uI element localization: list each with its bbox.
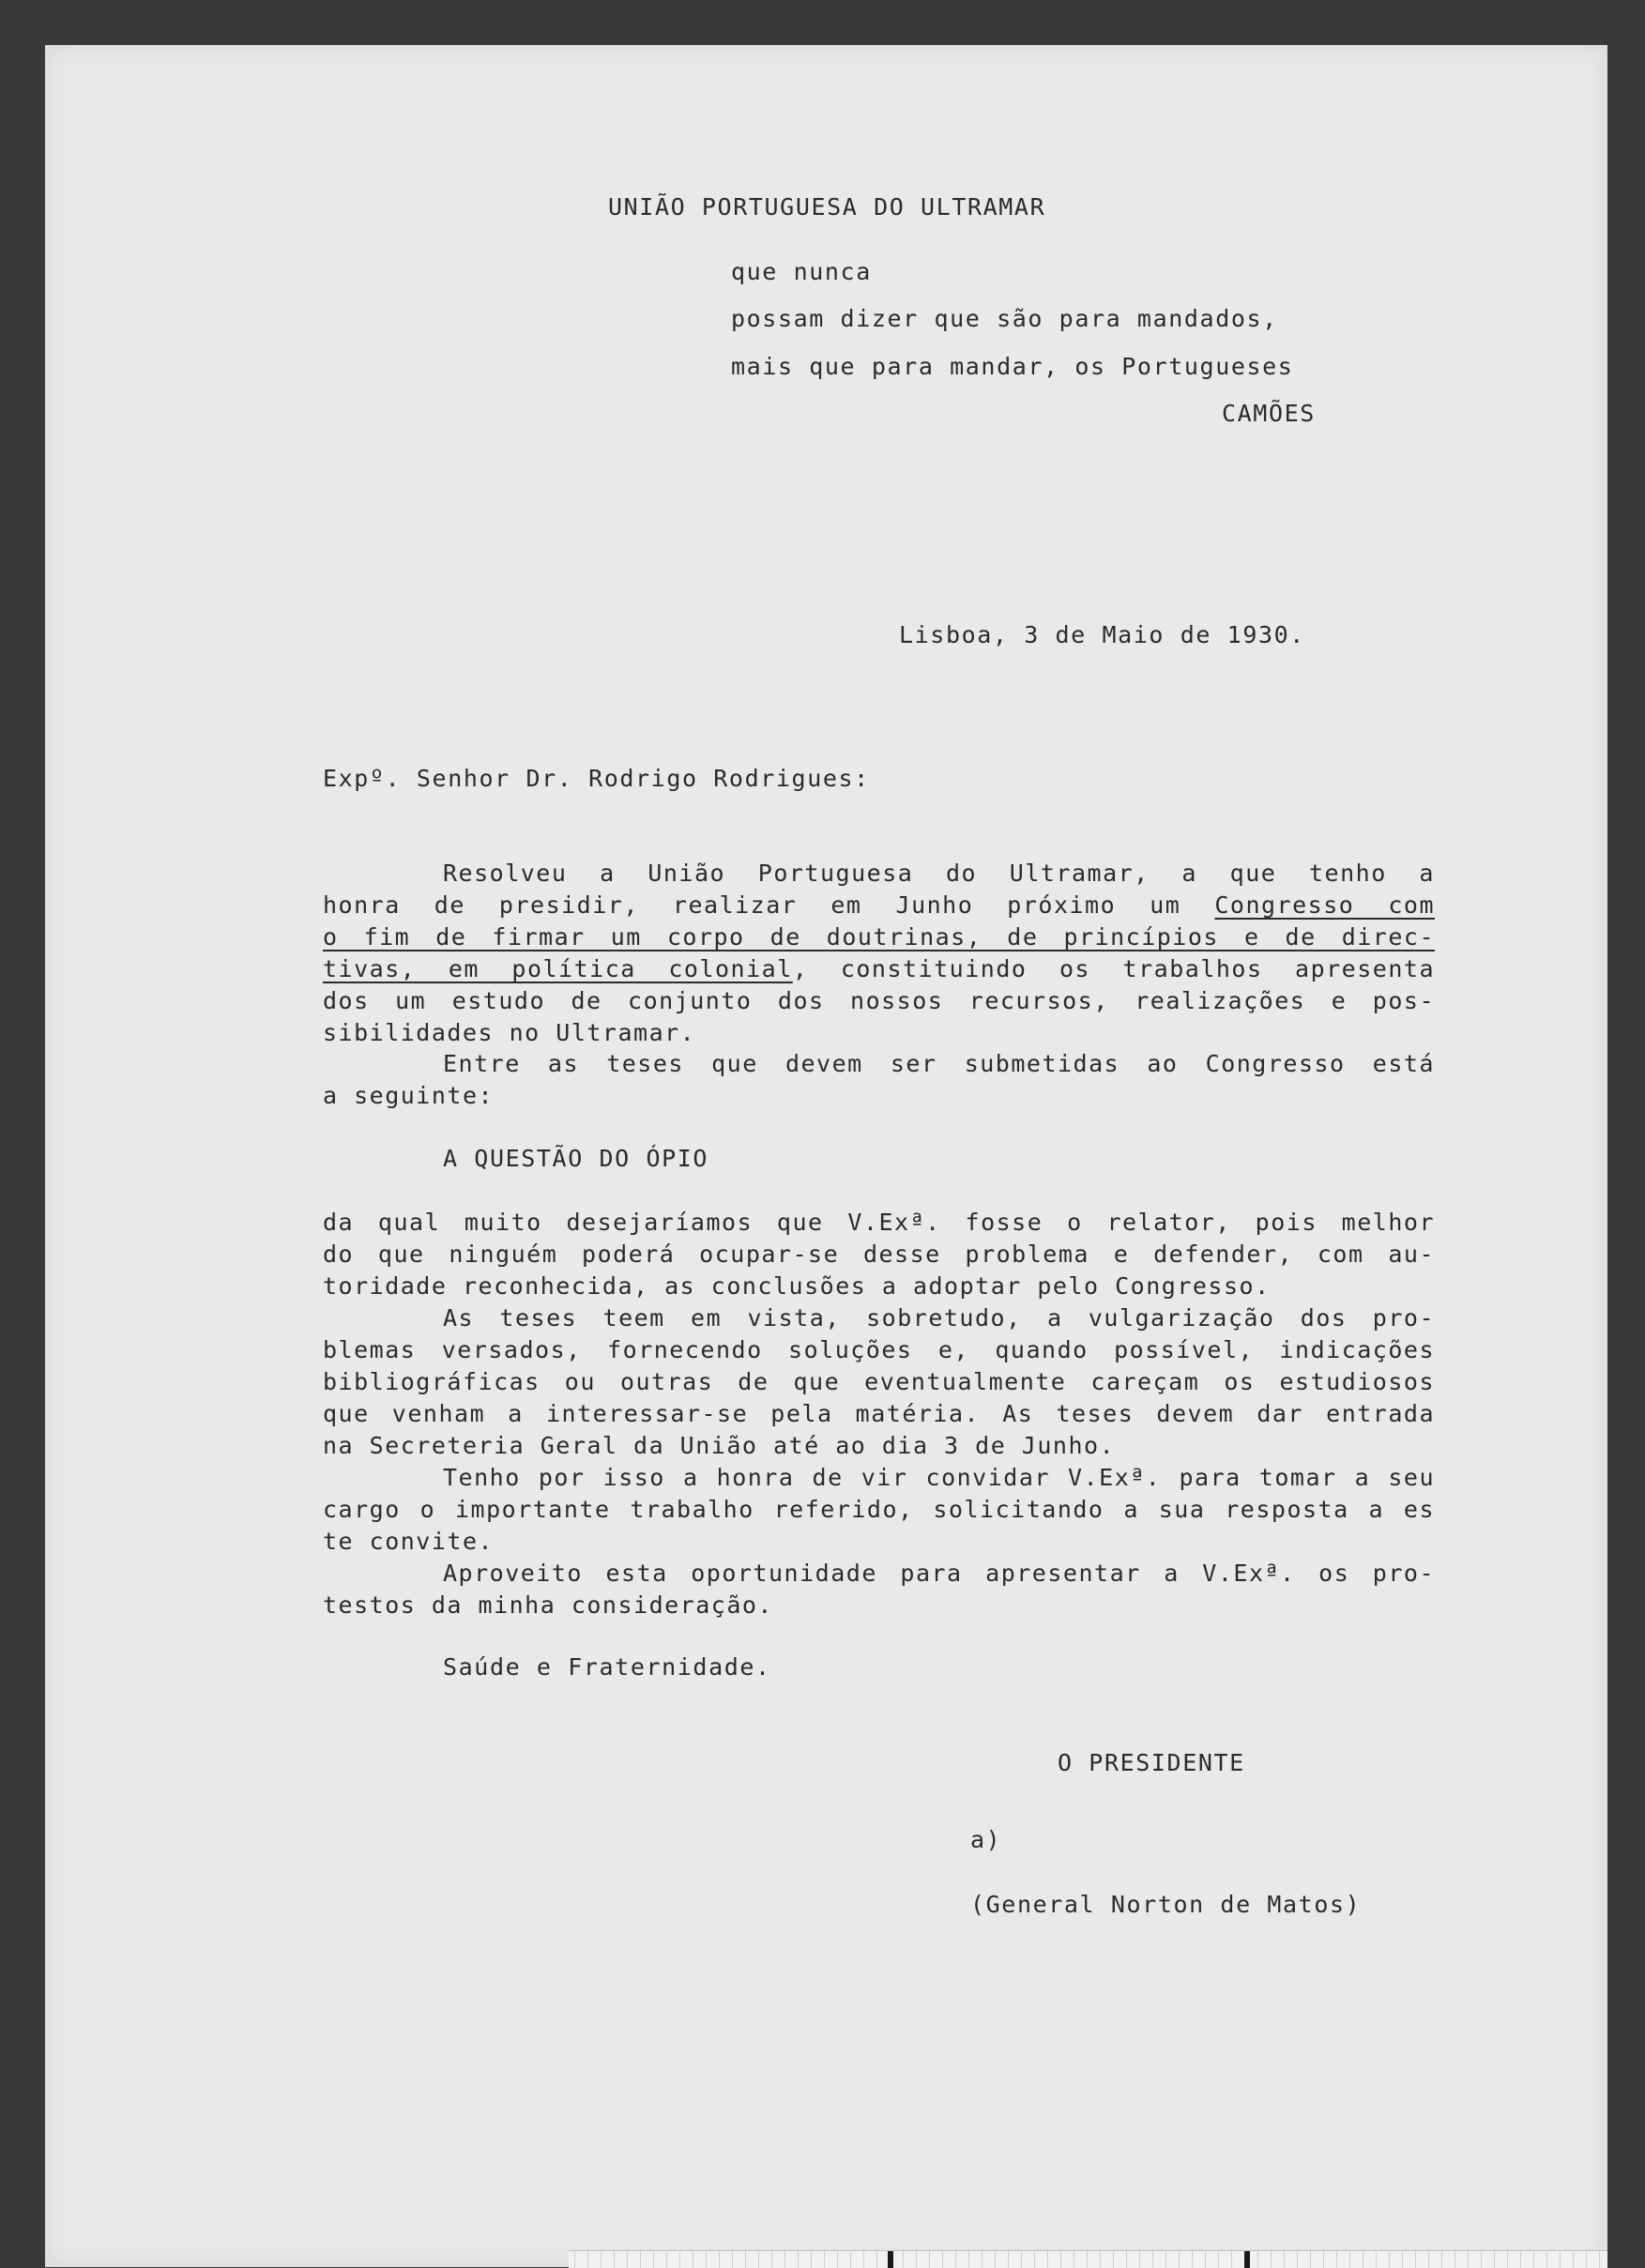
signature-mark: a): [970, 1826, 1002, 1853]
closing: Saúde e Fraternidade.: [443, 1653, 771, 1681]
signature-title: O PRESIDENTE: [1058, 1749, 1245, 1776]
paragraph-5-line: Tenho por isso a honra de vir convidar V.Exª. para tomar a seu: [443, 1464, 1435, 1491]
paragraph-1-line: Resolveu a União Portuguesa do Ultramar, a que tenho a: [443, 860, 1435, 887]
paragraph-4-line: bibliográficas ou outras de que eventualmente careçam os estudiosos: [323, 1368, 1435, 1395]
epigraph-line-1: que nunca: [731, 258, 872, 285]
paragraph-6-line: testos da minha consideração.: [323, 1591, 773, 1619]
paragraph-2-line: Entre as teses que devem ser submetidas ao Congresso está: [443, 1050, 1435, 1077]
paragraph-4-line: As teses teem em vista, sobretudo, a vulgarização dos pro-: [443, 1304, 1435, 1332]
paragraph-4-line: que venham a interessar-se pela matéria. As teses devem dar entrada: [323, 1400, 1435, 1427]
archive-scale-bar: [569, 2250, 1607, 2268]
paragraph-1-line: sibilidades no Ultramar.: [323, 1019, 696, 1046]
letter-date: Lisboa, 3 de Maio de 1930.: [899, 621, 1305, 648]
paragraph-5-line: cargo o importante trabalho referido, solicitando a sua resposta a es: [323, 1496, 1435, 1523]
paragraph-3-line: do que ninguém poderá ocupar-se desse problema e defender, com au-: [323, 1241, 1435, 1268]
paragraph-4-line: blemas versados, fornecendo soluções e, quando possível, indicações: [323, 1336, 1435, 1363]
text-span: , constituindo os trabalhos apresenta: [792, 955, 1435, 982]
underlined-text: o fim de firmar um corpo de doutrinas, de princípios e de direc-: [323, 923, 1435, 951]
scale-mark: [1244, 2251, 1250, 2268]
organization-header: UNIÃO PORTUGUESA DO ULTRAMAR: [608, 193, 1046, 221]
paragraph-1-line: dos um estudo de conjunto dos nossos recursos, realizações e pos-: [323, 987, 1435, 1014]
paragraph-6-line: Aproveito esta oportunidade para apresentar a V.Exª. os pro-: [443, 1560, 1435, 1587]
paragraph-1-line: [323, 890, 1435, 921]
epigraph-line-2: possam dizer que são para mandados,: [731, 305, 1278, 332]
paragraph-3-line: da qual muito desejaríamos que V.Exª. fosse o relator, pois melhor: [323, 1209, 1435, 1236]
epigraph-line-3: mais que para mandar, os Portugueses: [731, 353, 1294, 380]
paragraph-5-line: te convite.: [323, 1528, 495, 1555]
underlined-text: tivas, em política colonial: [323, 955, 793, 982]
paragraph-4-line: na Secreteria Geral da União até ao dia 3 de Junho.: [323, 1432, 1116, 1459]
paragraph-1-line: [323, 953, 1435, 985]
salutation: Expº. Senhor Dr. Rodrigo Rodrigues:: [323, 765, 870, 792]
text-span: honra de presidir, realizar em Junho próximo um: [323, 891, 1215, 919]
scale-mark: [888, 2251, 893, 2268]
signatory-name: (General Norton de Matos): [970, 1891, 1362, 1918]
paragraph-3-line: toridade reconhecida, as conclusões a adoptar pelo Congresso.: [323, 1272, 1271, 1300]
underlined-text: Congresso com: [1214, 891, 1435, 919]
thesis-title: A QUESTÃO DO ÓPIO: [443, 1145, 709, 1172]
epigraph-author: CAMÕES: [1222, 400, 1316, 427]
paragraph-2-line: a seguinte:: [323, 1082, 495, 1109]
